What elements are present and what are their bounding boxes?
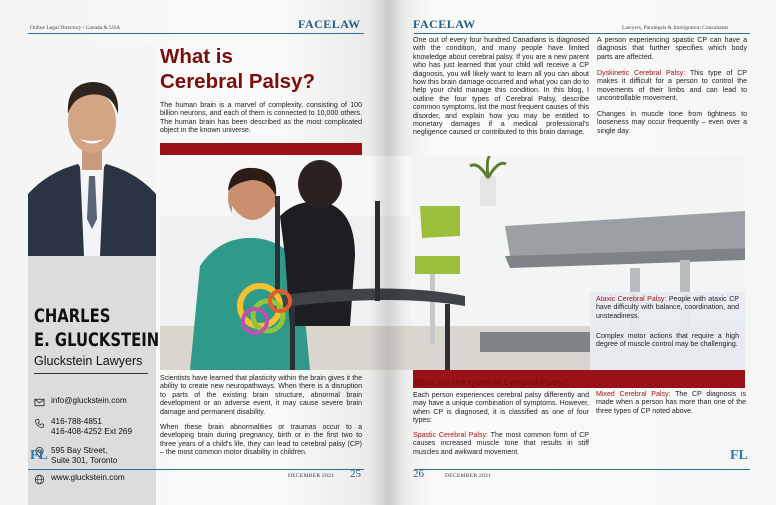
complex-motor-paragraph: Complex motor actions that require a high degree of muscle control may be challenging. (596, 333, 739, 349)
directory-label: Online Legal Directory / Canada & USA (30, 25, 121, 31)
mixed-label: Mixed Cerebral Palsy: (596, 391, 671, 398)
issue-date-left: DECEMBER 2021 (288, 473, 335, 479)
website-row[interactable] (34, 473, 125, 485)
phone-row[interactable] (34, 417, 132, 437)
facelaw-monogram-left: FL (30, 448, 48, 463)
dyskinetic-text: This type of CP makes it difficult for a person to control the movements of their limbs and can lead to uncontrollable movement. (597, 70, 747, 103)
article-title (160, 44, 315, 94)
dyskinetic-label: Dyskinetic Cerebral Palsy: (597, 70, 686, 77)
spastic-subtype-paragraph: A person experiencing spastic CP can have a diagnosis that further specifies which body parts are affected. (597, 37, 747, 61)
name-line-2: E. GLUCKSTEIN (34, 329, 160, 351)
brand-logo-left: FACELAW (298, 17, 361, 31)
title-line-2: Cerebral Palsy? (160, 70, 315, 93)
name-line-1: CHARLES (34, 305, 111, 327)
ataxic-callout (590, 292, 745, 370)
phone-number-2[interactable]: 416-408-4252 Ext 269 (51, 427, 133, 436)
page-number-left: 25 (350, 468, 361, 480)
tagline-label: Lawyers, Paralegals & Immigration Consultants (622, 25, 729, 31)
mixed-paragraph (596, 391, 746, 416)
plasticity-paragraph: Scientists have learned that plasticity within the brain gives it the ability to create new neuropathways. When there is a disruption to parts of the existing brain structure, abnormal brain development or an adverse event, it may cause severe brain damage and permanent disability. (160, 375, 362, 416)
spastic-paragraph (413, 432, 589, 457)
envelope-icon (34, 397, 45, 408)
prevalence-paragraph: One out of every four hundred Canadians is diagnosed with the condition, and many people have limited knowledge about cerebral palsy. If you are a new parent who has just learned that your child will receive a CP diagnosis, you will likely want to learn all you can about how this brain damage occurred and what you can do to help your child manage this condition. In this blog, I outline the four types of Cerebral Palsy, describe common symptoms, list the most frequent causes of this disorder, and explain how you may be entitled to monetary damages if a medical professional's negligence caused or contributed to this brain damage. (413, 37, 589, 137)
header-rule-right (414, 33, 750, 34)
email-link[interactable]: info@gluckstein.com (51, 396, 127, 405)
firm-name: Gluckstein Lawyers (34, 354, 143, 368)
footer-rule-left (28, 469, 364, 470)
firm-divider (34, 373, 148, 374)
email-row[interactable] (34, 396, 127, 408)
page-number-right: 26 (413, 468, 424, 480)
globe-icon (34, 474, 45, 485)
types-intro-paragraph: Each person experiences cerebral palsy differently and may have a unique combination of symptoms. However, when CP is diagnosed, it is classified as one of four types: (413, 392, 589, 425)
red-accent-bar-callout (590, 370, 745, 388)
website-link[interactable]: www.gluckstein.com (51, 473, 125, 482)
facelaw-monogram-right: FL (730, 448, 748, 463)
footer-rule-right (414, 469, 750, 470)
types-heading: What are the types of Cerebral Palsy? (414, 377, 569, 387)
abnormalities-paragraph: When these brain abnormalities or traumas occur to a developing brain during pregnancy, birth or in the first two to three years of a child's life, they can lead to cerebral palsy (CP) – the most common motor disability in children. (160, 424, 362, 457)
dyskinetic-paragraph (597, 70, 747, 104)
tone-changes-paragraph: Changes in muscle tone from tightness to looseness may occur frequently – even over a single day. (597, 111, 747, 135)
spastic-label: Spastic Cerebral Palsy: (413, 432, 488, 439)
lawyer-profile-card (28, 44, 160, 482)
brand-logo-right: FACELAW (413, 17, 476, 31)
ataxic-paragraph (596, 296, 739, 321)
header-rule-left (28, 33, 364, 34)
spastic-text: The most common form of CP causes increased muscle tone that results in stiff muscles and awkward movement. (413, 432, 589, 456)
title-line-1: What is (160, 45, 233, 68)
address-line-1: 595 Bay Street, (51, 446, 108, 455)
intro-paragraph: The human brain is a marvel of complexity, consisting of 100 billion neurons, and each of them is connected to 10,000 others. The human brain has been described as the most complicated object in the known universe. (160, 102, 362, 135)
ataxic-label: Ataxic Cerebral Palsy: (596, 296, 667, 303)
ataxic-text: People with ataxic CP have difficulty with balance, coordination, and unsteadiness. (596, 296, 739, 320)
phone-number-1[interactable]: 416-788-4851 (51, 417, 102, 426)
address-line-2: Suite 301, Toronto (51, 456, 118, 465)
name-block (28, 256, 160, 505)
lawyer-name (34, 304, 159, 352)
issue-date-right: DECEMBER 2021 (445, 473, 492, 479)
red-accent-bar-left (160, 143, 362, 155)
mixed-text: The CP diagnosis is made when a person has more than one of the three types of CP noted above. (596, 391, 746, 415)
lawyer-portrait (28, 44, 156, 256)
phone-icon (34, 418, 45, 429)
